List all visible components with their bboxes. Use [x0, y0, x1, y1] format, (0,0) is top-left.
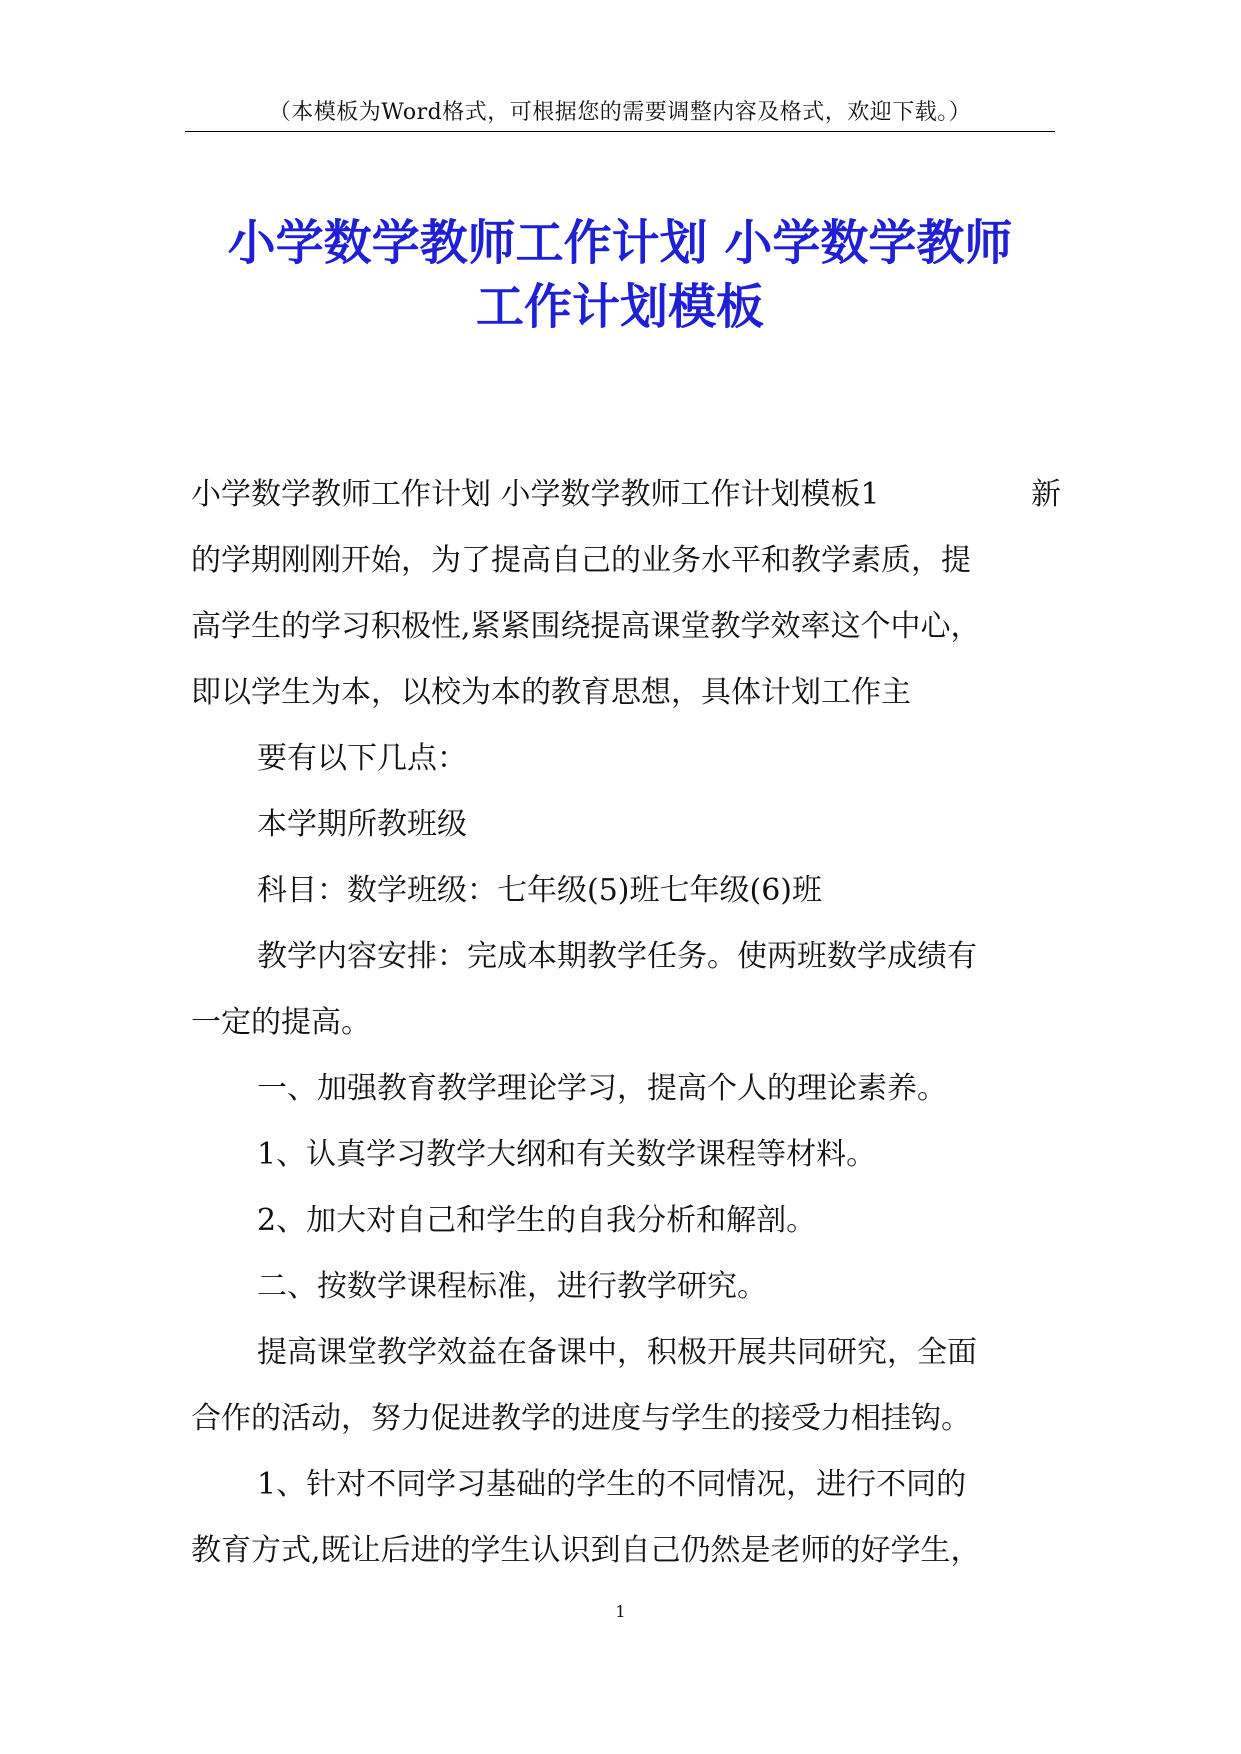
body-line: 要有以下几点： — [257, 741, 467, 776]
body-line: 即以学生为本，以校为本的教育思想，具体计划工作主 — [191, 675, 911, 710]
body-line: 的学期刚刚开始，为了提高自己的业务水平和教学素质，提 — [191, 543, 971, 578]
body-line: 2、加大对自己和学生的自我分析和解剖。 — [257, 1203, 817, 1238]
header-note: （本模板为Word格式，可根据您的需要调整内容及格式，欢迎下载。） — [268, 100, 972, 125]
body-line: 科目：数学班级：七年级(5)班七年级(6)班 — [257, 873, 822, 908]
header-divider — [185, 131, 1055, 132]
title-line-2: 工作计划模板 — [475, 279, 764, 335]
body-line: 教学内容安排：完成本期教学任务。使两班数学成绩有 — [257, 939, 977, 974]
page-number: 1 — [615, 1602, 626, 1621]
body-line: 高学生的学习积极性,紧紧围绕提高课堂教学效率这个中心， — [191, 609, 981, 644]
body-line: 1、认真学习教学大纲和有关数学课程等材料。 — [257, 1137, 877, 1172]
title-line-1: 小学数学教师工作计划 小学数学教师 — [227, 215, 1013, 271]
body-line: 二、按数学课程标准，进行教学研究。 — [257, 1269, 767, 1304]
body-line-text: 小学数学教师工作计划 小学数学教师工作计划模板1 — [191, 477, 880, 512]
body-line: 合作的活动，努力促进教学的进度与学生的接受力相挂钩。 — [191, 1401, 971, 1436]
body-line: 教育方式,既让后进的学生认识到自己仍然是老师的好学生， — [191, 1533, 981, 1568]
body-line: 一定的提高。 — [191, 1005, 371, 1040]
body-line: 提高课堂教学效益在备课中，积极开展共同研究，全面 — [257, 1335, 977, 1370]
body-line-tail: 新 — [1031, 477, 1061, 512]
document-body — [191, 462, 1061, 1584]
body-line — [191, 462, 1061, 528]
document-title — [185, 211, 1055, 339]
body-line: 1、针对不同学习基础的学生的不同情况，进行不同的 — [257, 1467, 967, 1502]
body-line: 本学期所教班级 — [257, 807, 467, 842]
body-line: 一、加强教育教学理论学习，提高个人的理论素养。 — [257, 1071, 947, 1106]
